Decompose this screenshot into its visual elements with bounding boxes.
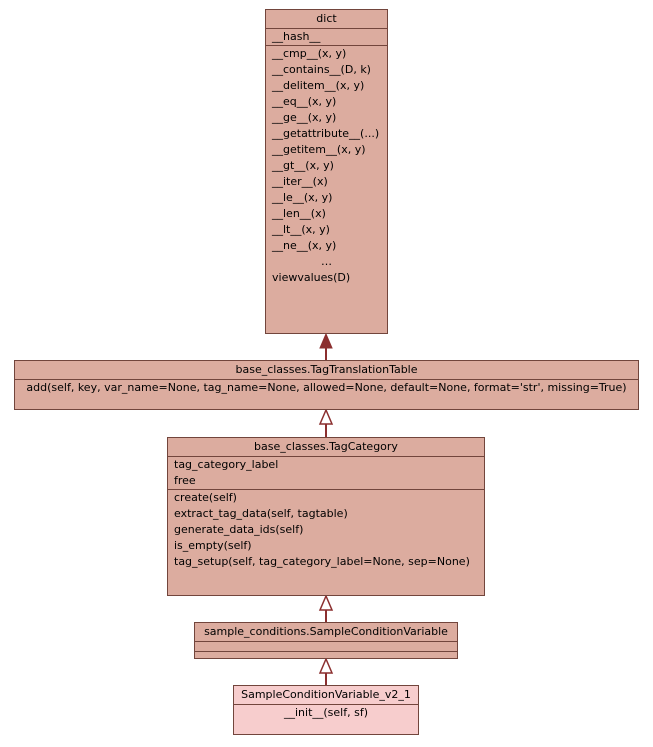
class-method: __le__(x, y) [272,191,333,204]
class-method: __len__(x) [272,207,326,220]
class-box-sampleconditionvariable-v2-1[interactable] [233,685,419,735]
class-attributes-tagcategory [168,457,484,490]
class-attributes-dict [266,29,387,46]
class-method: __cmp__(x, y) [272,47,347,60]
class-method: create(self) [174,491,237,504]
class-method: __ne__(x, y) [272,239,337,252]
class-attribute: tag_category_label [174,458,279,471]
class-method: __lt__(x, y) [272,223,330,236]
class-method: viewvalues(D) [272,271,351,284]
class-title-sampleconditionvariable: sample_conditions.SampleConditionVariable [195,623,457,642]
class-attributes-sampleconditionvariable [195,642,457,652]
class-methods-sampleconditionvariable [195,652,457,662]
class-title-tagtranslationtable: base_classes.TagTranslationTable [15,361,638,380]
class-attribute: __hash__ [272,30,321,43]
class-method: __ge__(x, y) [272,111,337,124]
class-method: is_empty(self) [174,539,252,552]
class-method: __iter__(x) [272,175,328,188]
class-title-dict: dict [266,10,387,29]
class-method: add(self, key, var_name=None, tag_name=None, allowed=None, default=None, format='str', missing=True) [26,381,627,394]
class-methods-sampleconditionvariable-v2-1 [234,705,418,721]
class-method: __getattribute__(...) [272,127,380,140]
class-box-tagtranslationtable[interactable] [14,360,639,410]
class-methods-tagcategory [168,490,484,570]
class-title-tagcategory: base_classes.TagCategory [168,438,484,457]
class-method: tag_setup(self, tag_category_label=None, sep=None) [174,555,470,568]
class-method: __eq__(x, y) [272,95,337,108]
class-method: __init__(self, sf) [283,706,368,719]
class-methods-dict [266,46,387,286]
class-title-sampleconditionvariable-v2-1: SampleConditionVariable_v2_1 [234,686,418,705]
class-methods-tagtranslationtable [15,380,638,396]
class-method: extract_tag_data(self, tagtable) [174,507,348,520]
class-attribute: free [174,474,196,487]
class-method: __gt__(x, y) [272,159,334,172]
class-box-sampleconditionvariable[interactable] [194,622,458,659]
class-box-dict[interactable] [265,9,388,334]
class-method: __getitem__(x, y) [272,143,366,156]
class-method: generate_data_ids(self) [174,523,304,536]
class-method: __delitem__(x, y) [272,79,365,92]
class-box-tagcategory[interactable] [167,437,485,596]
class-method-ellipsis: … [321,255,332,268]
class-method: __contains__(D, k) [272,63,371,76]
